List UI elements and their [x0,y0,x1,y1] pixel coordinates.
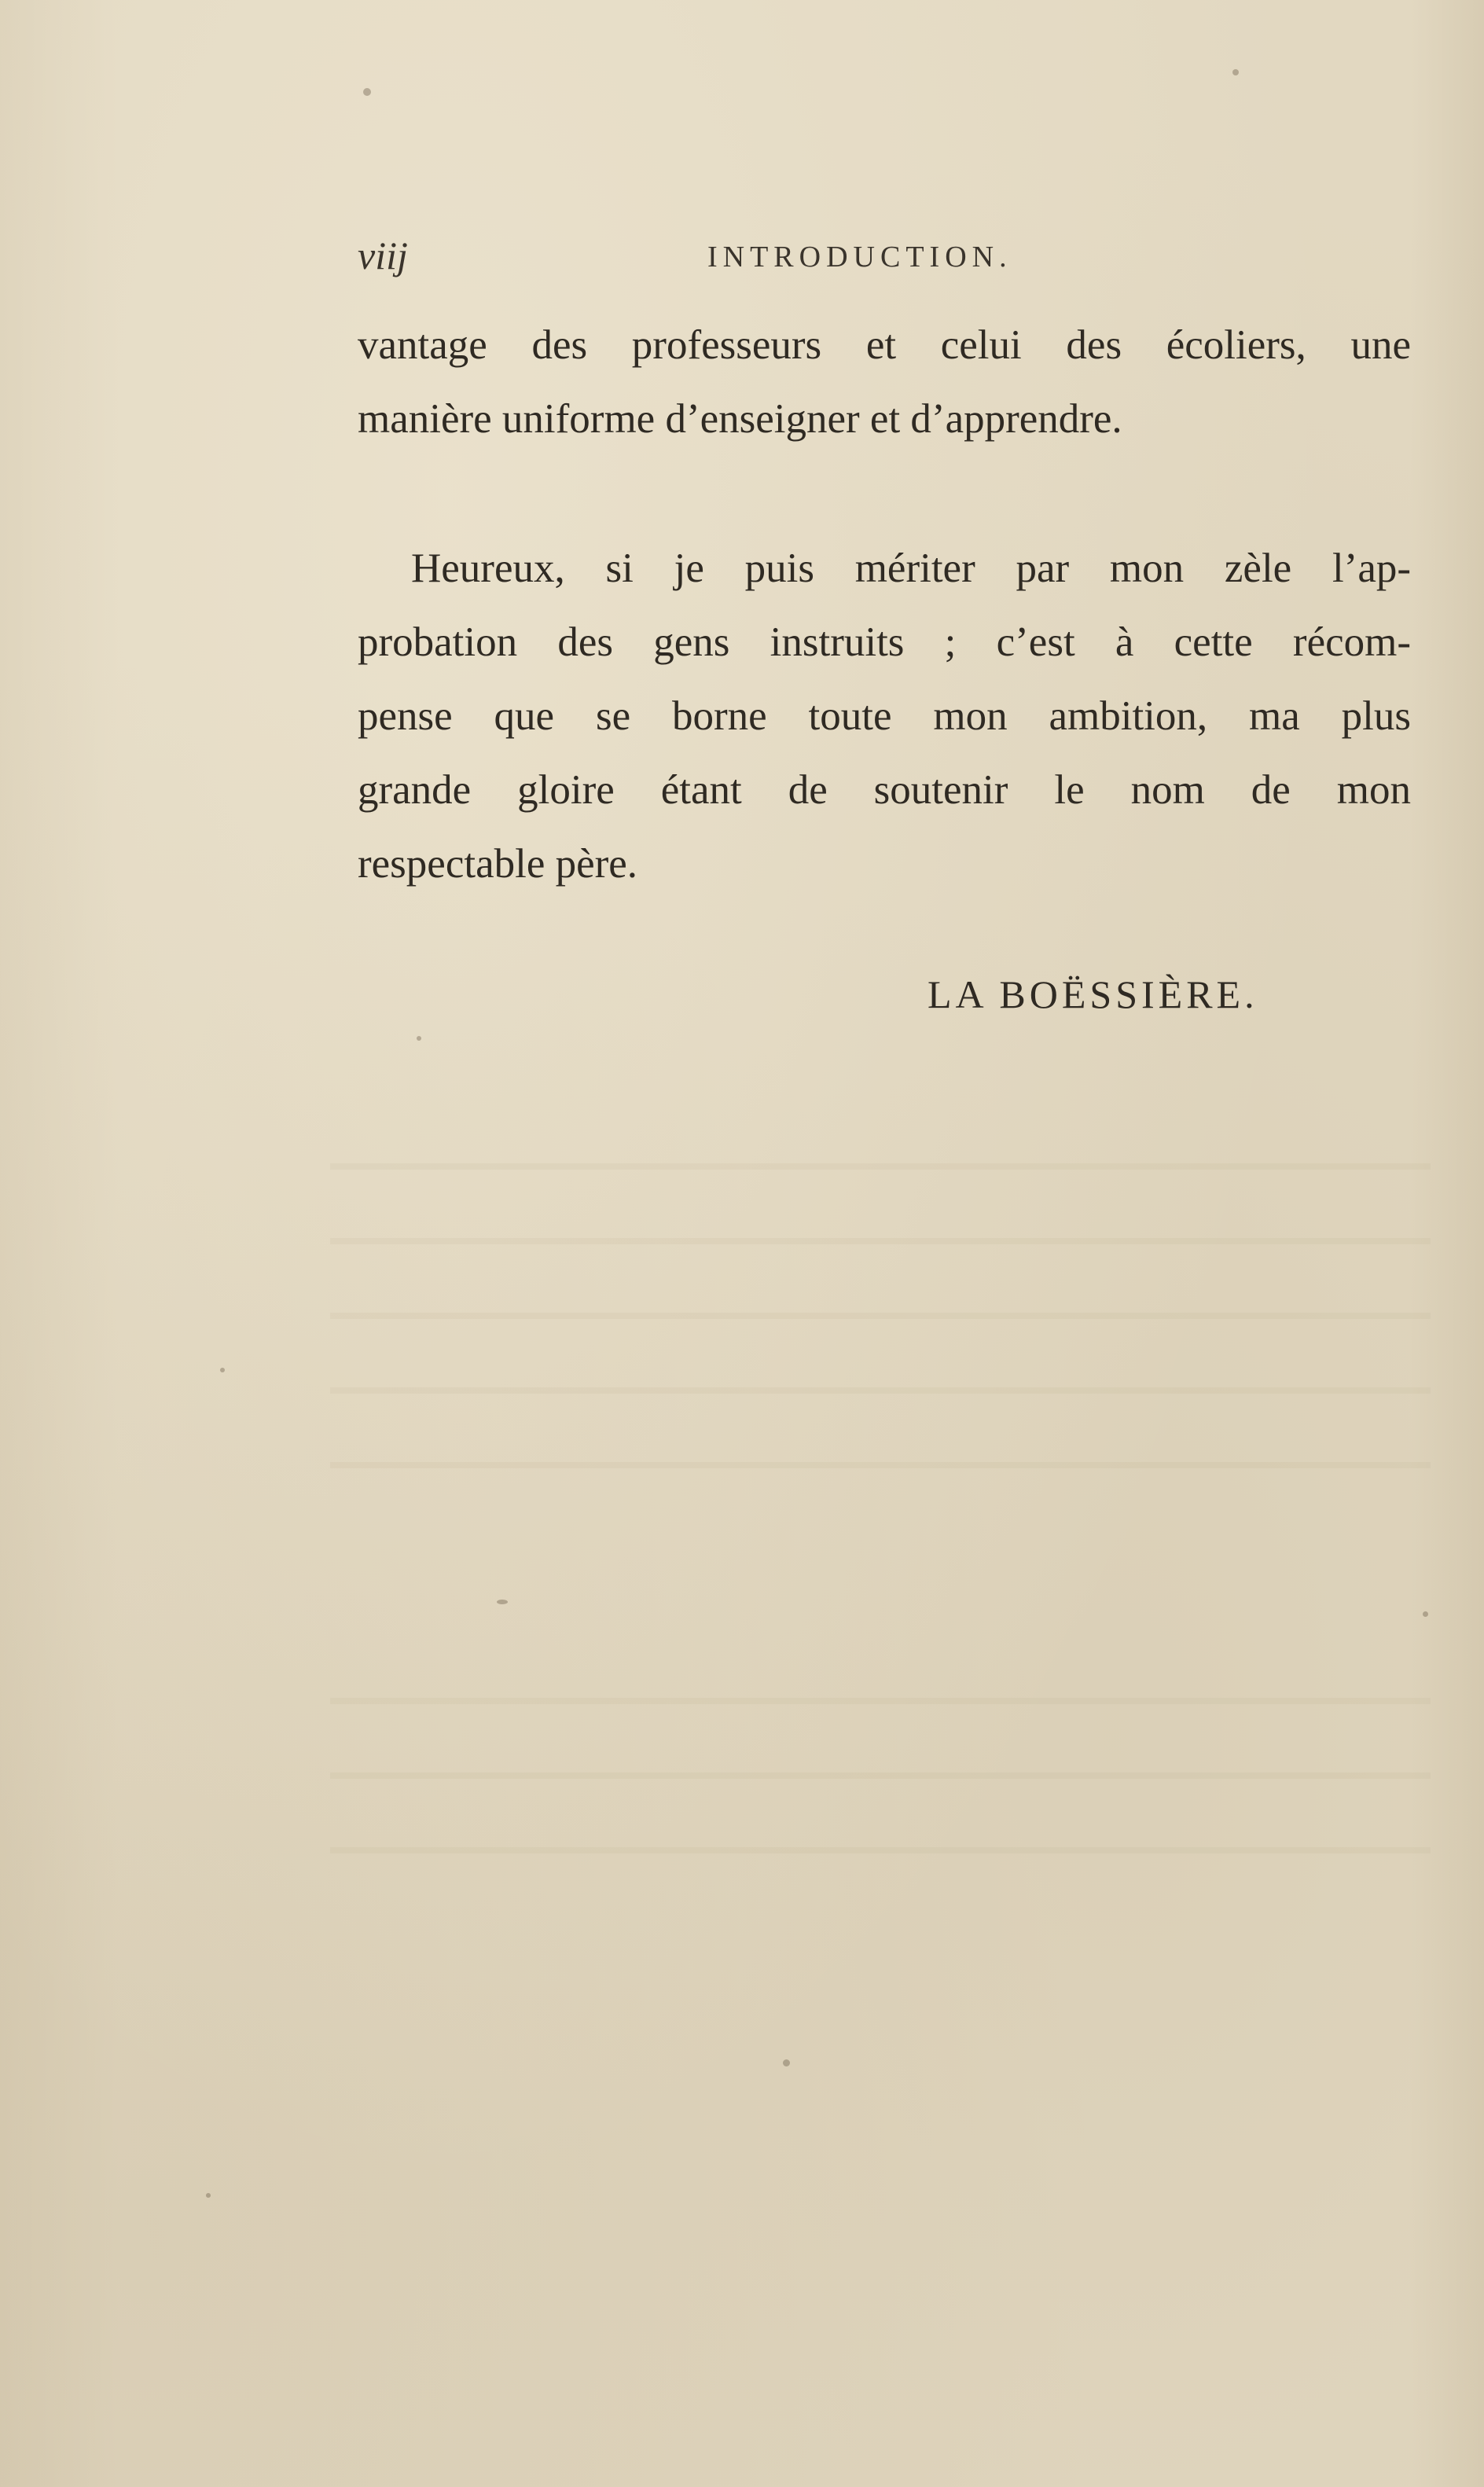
paper-speck [206,2193,211,2198]
page-header [358,232,1395,279]
running-head: INTRODUCTION. [707,241,1012,274]
paper-speck [1423,1611,1428,1617]
show-through-line [330,1462,1431,1468]
show-through-line [330,1772,1431,1779]
text-line: grande gloire étant de soutenir le nom de mon [358,767,1411,813]
show-through-line [330,1238,1431,1244]
show-through-line [330,1313,1431,1319]
text-line: respectable père. [358,841,638,887]
text-line: probation des gens instruits ; c’est à cette récom- [358,619,1411,665]
paper-speck [363,88,371,96]
paper-speck [497,1600,508,1604]
paper-speck [1232,69,1239,75]
show-through-line [330,1698,1431,1704]
show-through-line [330,1847,1431,1853]
text-line: pense que se borne toute mon ambition, ma plus [358,693,1411,739]
paragraph-2 [358,531,1411,901]
author-signature: LA BOËSSIÈRE. [928,972,1258,1016]
paper-speck [783,2059,790,2066]
text-line: vantage des professeurs et celui des écoliers, une [358,322,1411,368]
text-line: manière uniforme d’enseigner et d’apprendre. [358,396,1122,442]
paper-speck [417,1036,421,1041]
show-through-line [330,1387,1431,1394]
paragraph-1 [358,308,1411,456]
text-line: Heureux, si je puis mériter par mon zèle l’ap- [411,546,1411,591]
paper-speck [220,1368,225,1372]
show-through-line [330,1163,1431,1170]
page-number: viij [358,233,408,277]
